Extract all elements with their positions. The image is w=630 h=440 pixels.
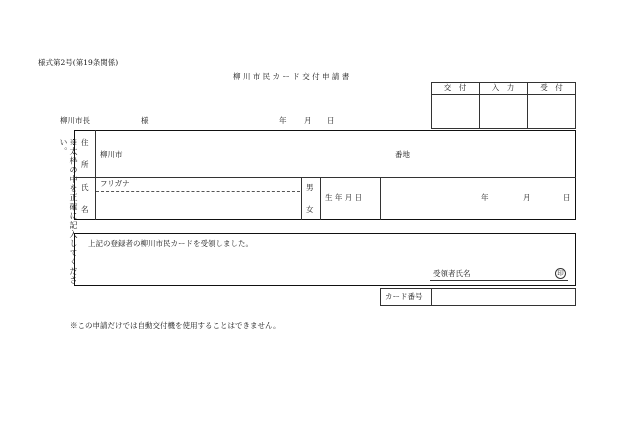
vertical-instruction-note: ※太枠の中を正確に記入してください。 [59,138,78,286]
birth-date-label: 生 年 月 日 [325,193,363,202]
receipt-statement: 上記の登録者の柳川市民カードを受領しました。 [88,239,253,248]
office-table-divider [431,94,576,95]
sex-birth-divider [320,177,321,220]
sex-female[interactable]: 女 [306,205,314,214]
sex-male[interactable]: 男 [306,183,314,192]
birth-day-label: 日 [563,193,571,202]
birth-month-label: 月 [523,193,531,202]
name-label-2: 名 [81,205,89,214]
card-number-field[interactable] [432,289,575,305]
applicant-row-divider [74,177,576,178]
seal-mark-icon: 印 [555,268,566,279]
recipient-name-label: 受領者氏名 [433,269,471,278]
label-column-divider [95,130,96,220]
furigana-label: フリガナ [100,179,130,188]
form-number: 様式第2号(第19条関係) [38,58,119,67]
address-banchi: 番地 [395,150,410,159]
date-year-label: 年 [279,116,287,125]
applicant-box [74,130,576,220]
name-sex-divider [301,177,302,220]
recipient-signature-line [430,280,568,281]
office-header-receive: 受 付 [540,83,563,92]
birth-year-label: 年 [481,193,489,202]
card-number-label: カード番号 [385,292,423,301]
form-title: 柳 川 市 民 カ ー ド 交 付 申 請 書 [233,72,350,81]
address-label-1: 住 [81,138,89,147]
furigana-dashed-line [96,191,300,192]
office-header-input: 入 力 [491,83,515,92]
name-label-1: 氏 [81,183,89,192]
office-header-issue: 交 付 [443,83,467,92]
date-day-label: 日 [327,116,335,125]
address-label-2: 所 [81,160,89,169]
birth-label-divider [380,177,381,220]
honorific: 様 [141,116,149,125]
footer-note: ※この申請だけでは自動交付機を使用することはできません。 [70,321,281,330]
date-month-label: 月 [304,116,312,125]
address-city: 柳川市 [100,150,123,159]
addressee: 柳川市長 [60,116,90,125]
